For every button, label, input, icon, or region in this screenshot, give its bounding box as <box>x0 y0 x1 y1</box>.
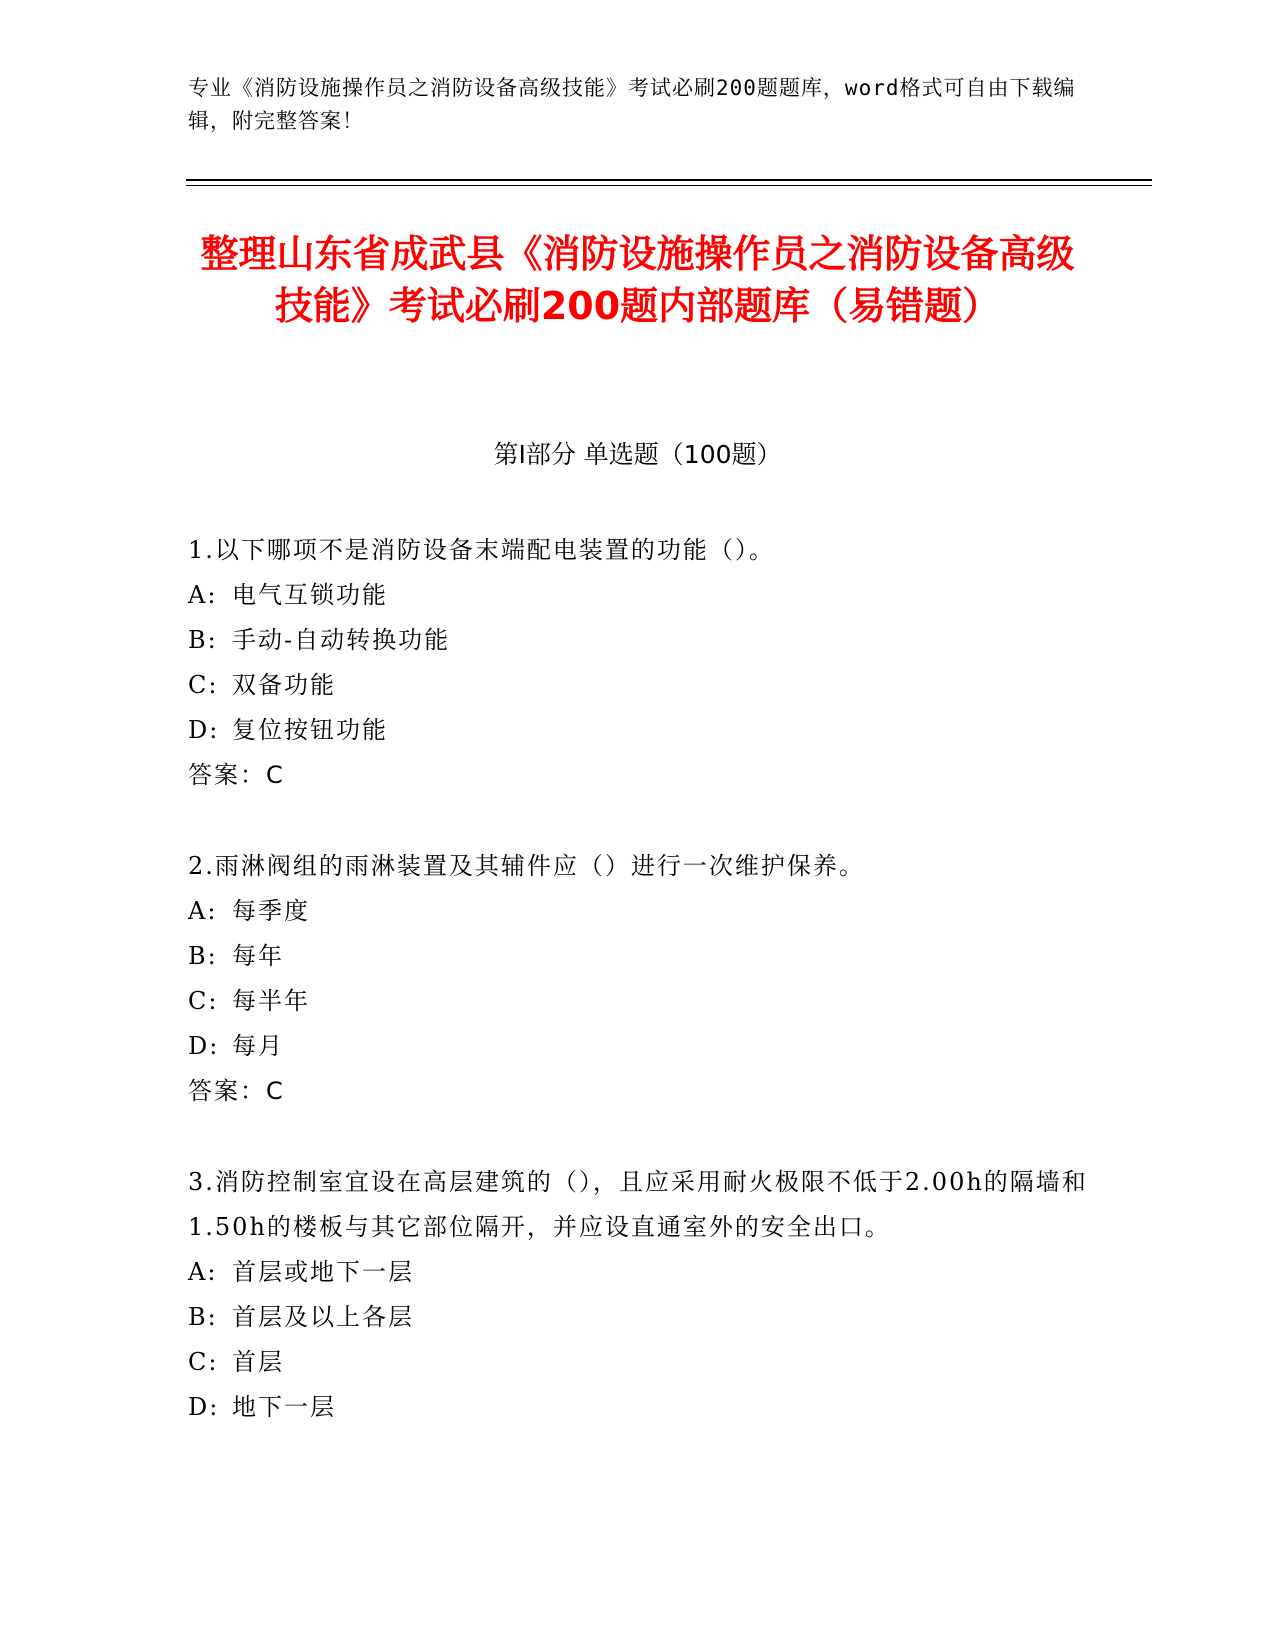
option-d <box>188 708 1093 753</box>
option-key: A: <box>188 897 218 925</box>
option-a <box>188 1250 1093 1295</box>
option-text: 复位按钮功能 <box>232 716 388 744</box>
option-c <box>188 979 1093 1024</box>
answer: 答案：C <box>188 761 285 789</box>
option-b <box>188 934 1093 979</box>
option-a <box>188 889 1093 934</box>
header-rule-thin <box>186 185 1152 186</box>
option-text: 首层或地下一层 <box>232 1258 414 1286</box>
option-key: B: <box>188 626 218 654</box>
section-title: 第Ⅰ部分 单选题（100题） <box>493 440 782 469</box>
option-key: C: <box>188 987 219 1015</box>
option-key: A: <box>188 581 218 609</box>
option-key: C: <box>188 1348 219 1376</box>
option-text: 首层 <box>232 1348 284 1376</box>
question-3 <box>188 1160 1093 1430</box>
option-key: B: <box>188 942 218 970</box>
option-key: C: <box>188 671 219 699</box>
question-stem: 2.雨淋阀组的雨淋装置及其辅件应（）进行一次维护保养。 <box>188 852 865 880</box>
option-text: 手动-自动转换功能 <box>232 626 451 654</box>
header-note: 专业《消防设施操作员之消防设备高级技能》考试必刷200题题库，word格式可自由下载编辑，附完整答案！ <box>188 76 1076 133</box>
option-c <box>188 1340 1093 1385</box>
question-list <box>188 528 1093 1476</box>
option-text: 双备功能 <box>232 671 336 699</box>
option-text: 地下一层 <box>232 1393 336 1421</box>
option-text: 电气互锁功能 <box>232 581 388 609</box>
option-key: D: <box>188 1032 220 1060</box>
header-rule-thick <box>186 179 1152 181</box>
question-stem: 3.消防控制室宜设在高层建筑的（），且应采用耐火极限不低于2.00h的隔墙和1.50h的楼板与其它部位隔开，并应设直通室外的安全出口。 <box>188 1168 1088 1241</box>
option-key: A: <box>188 1258 218 1286</box>
option-b <box>188 618 1093 663</box>
option-text: 每半年 <box>232 987 310 1015</box>
question-1 <box>188 528 1093 798</box>
option-b <box>188 1295 1093 1340</box>
option-text: 每年 <box>232 942 284 970</box>
question-stem: 1.以下哪项不是消防设备末端配电装置的功能（）。 <box>188 536 775 564</box>
page-title: 整理山东省成武县《消防设施操作员之消防设备高级技能》考试必刷200题内部题库（易错题） <box>200 232 1075 328</box>
option-key: D: <box>188 716 220 744</box>
question-2 <box>188 844 1093 1114</box>
option-text: 首层及以上各层 <box>232 1303 414 1331</box>
option-key: D: <box>188 1393 220 1421</box>
option-c <box>188 663 1093 708</box>
answer: 答案：C <box>188 1077 285 1105</box>
option-a <box>188 573 1093 618</box>
option-d <box>188 1385 1093 1430</box>
option-key: B: <box>188 1303 218 1331</box>
option-text: 每月 <box>232 1032 284 1060</box>
option-text: 每季度 <box>232 897 310 925</box>
option-d <box>188 1024 1093 1069</box>
